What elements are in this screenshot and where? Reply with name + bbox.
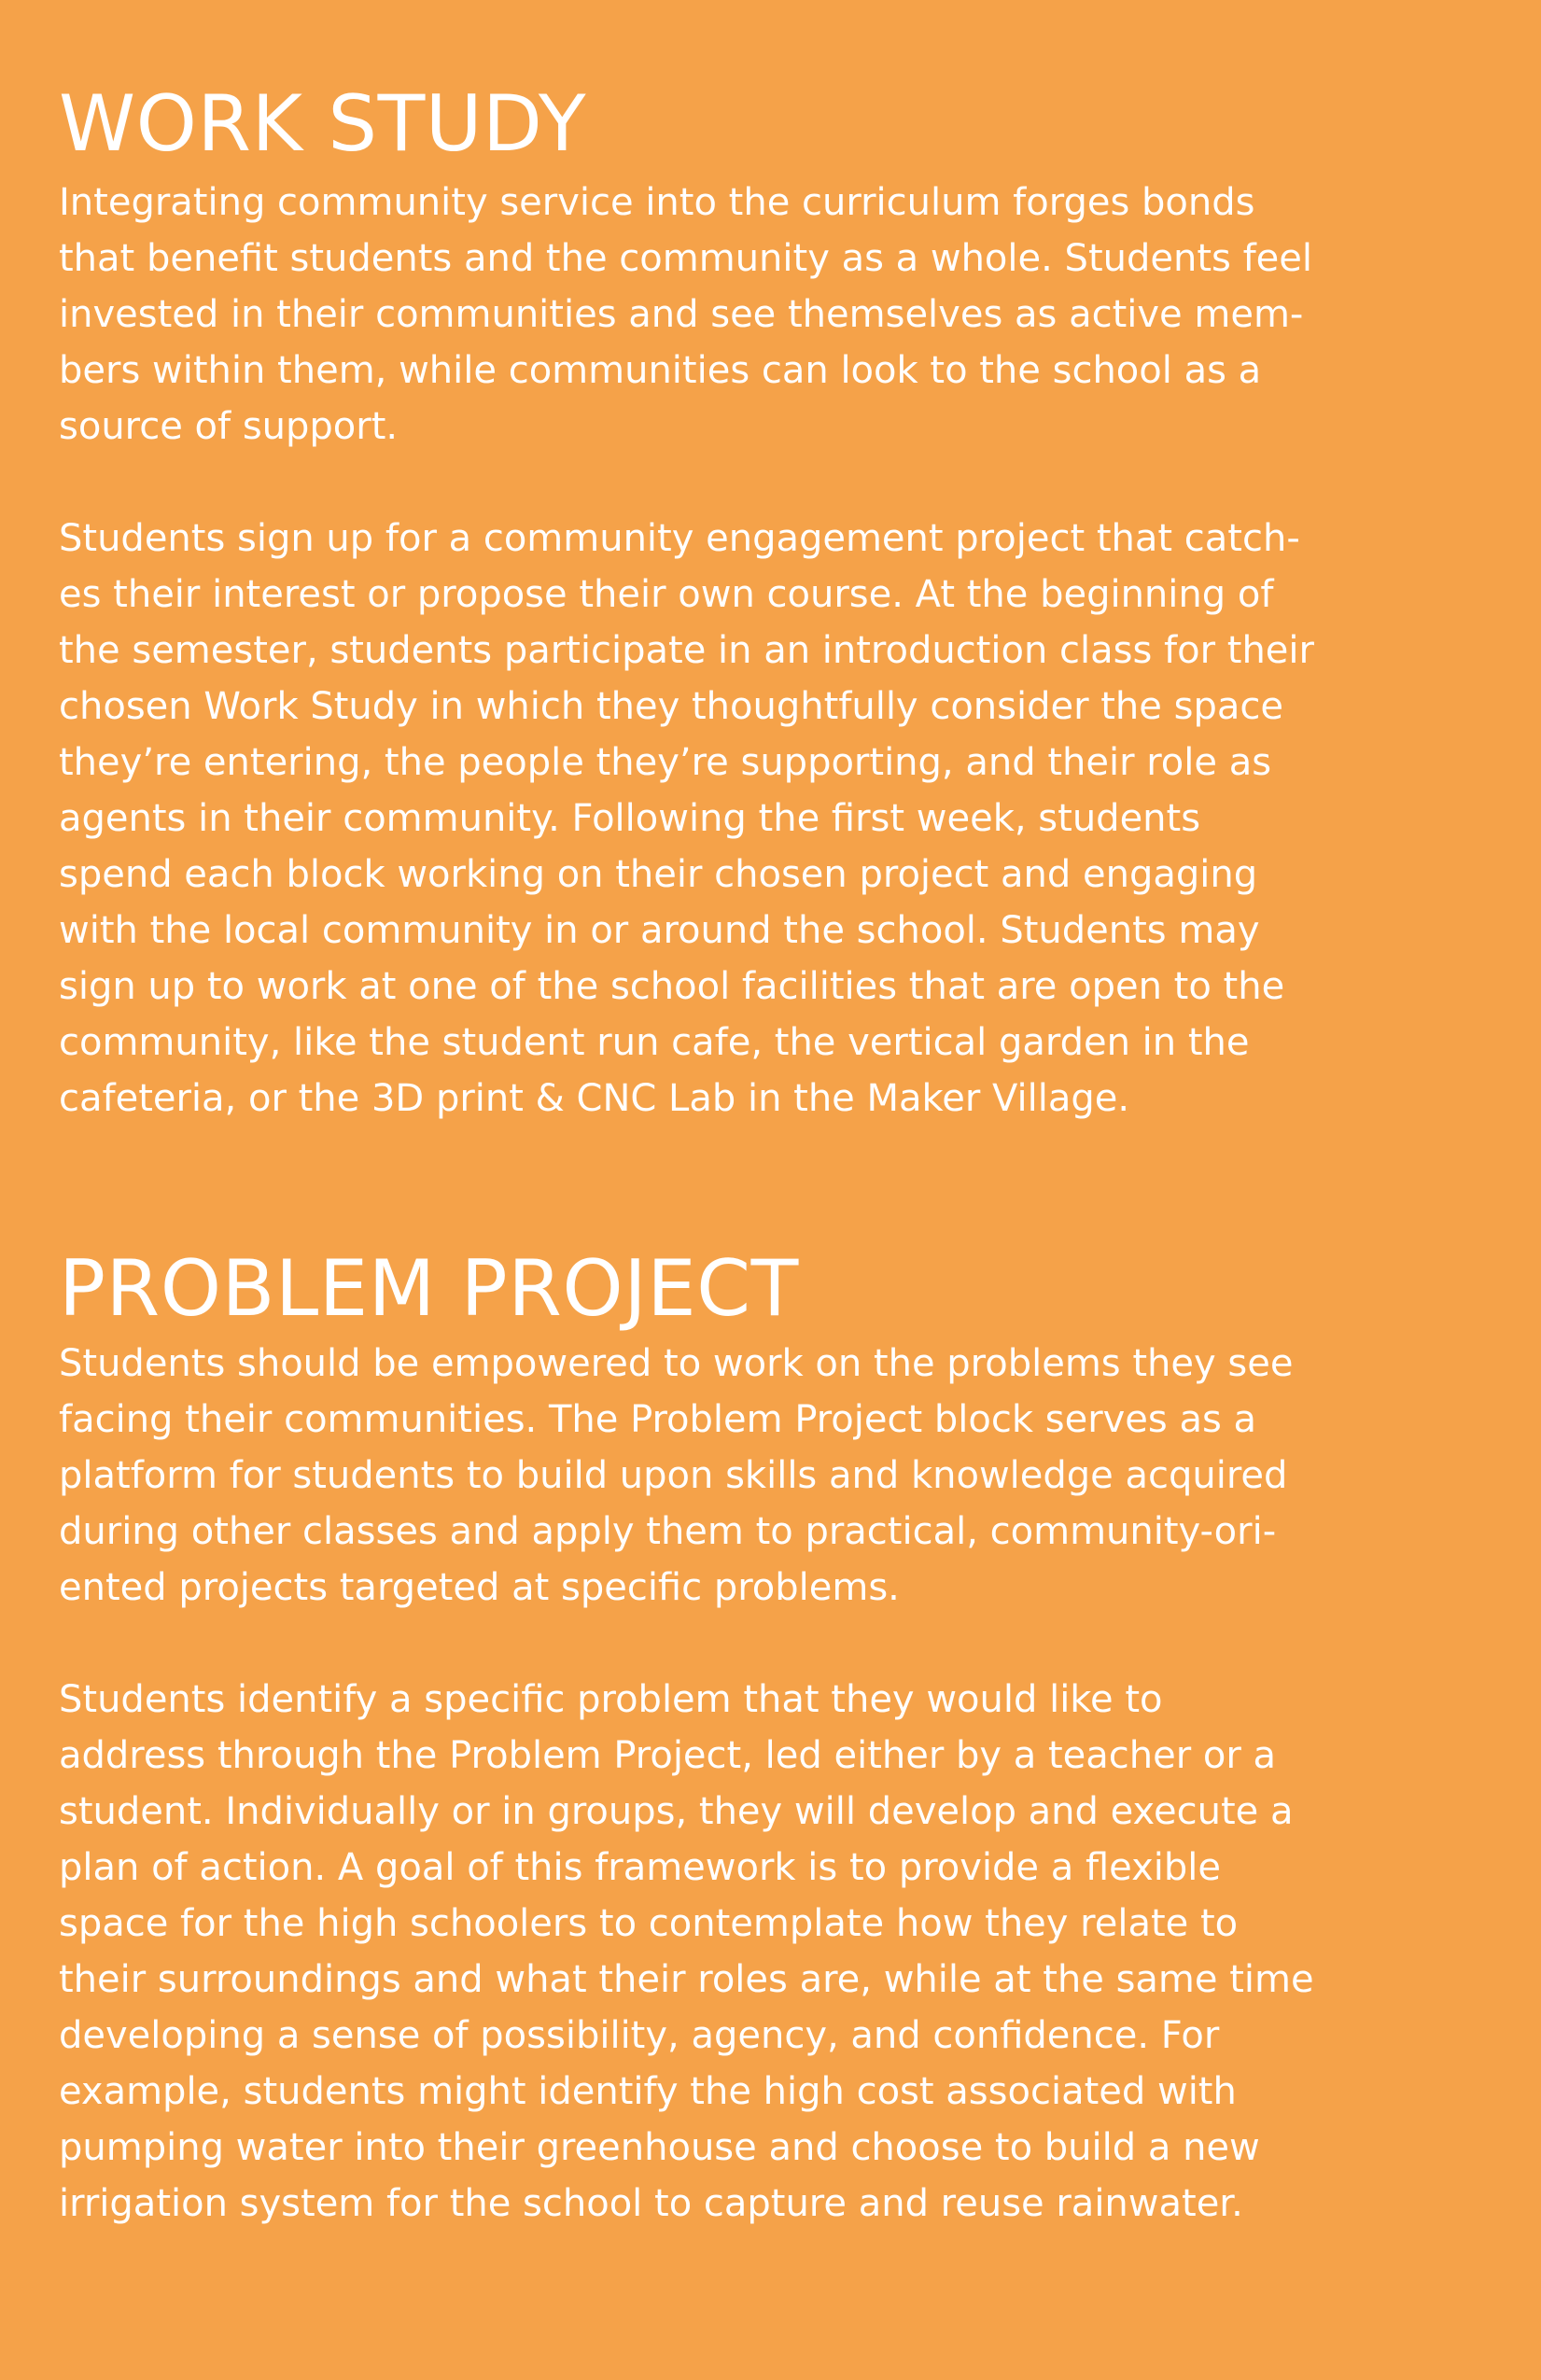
text-line: student. Individually or in groups, they will develop and execute a [59, 1790, 1294, 1833]
text-line: invested in their communities and see themselves as active mem- [59, 293, 1304, 336]
text-line: Students should be empowered to work on the problems they see [59, 1342, 1294, 1385]
problem-project-section [59, 1244, 1487, 2232]
text-line: source of support. [59, 405, 399, 448]
text-line: Students identify a specific problem that they would like to [59, 1678, 1163, 1721]
text-line: es their interest or propose their own course. At the beginning of [59, 573, 1274, 616]
text-line: during other classes and apply them to practical, community-ori- [59, 1510, 1277, 1553]
text-line: the semester, students participate in an introduction class for their [59, 629, 1314, 672]
text-line: developing a sense of possibility, agency, and confidence. For [59, 2014, 1220, 2057]
text-line: platform for students to build upon skills and knowledge acquired [59, 1454, 1288, 1497]
text-line: agents in their community. Following the first week, students [59, 797, 1201, 840]
text-line: community, like the student run cafe, the vertical garden in the [59, 1021, 1250, 1064]
text-line: chosen Work Study in which they thoughtfully consider the space [59, 685, 1283, 728]
text-line: facing their communities. The Problem Project block serves as a [59, 1398, 1257, 1441]
section-title: WORK STUDY [59, 78, 587, 169]
text-line: address through the Problem Project, led either by a teacher or a [59, 1734, 1277, 1777]
problem-project-paragraph-2 [59, 1672, 1487, 2232]
text-line: sign up to work at one of the school facilities that are open to the [59, 965, 1285, 1008]
work-study-section [59, 79, 1487, 1127]
text-line: cafeteria, or the 3D print & CNC Lab in the Maker Village. [59, 1077, 1130, 1120]
work-study-paragraph-2 [59, 511, 1487, 1127]
text-line: example, students might identify the high cost associated with [59, 2070, 1237, 2113]
text-line: they’re entering, the people they’re supporting, and their role as [59, 741, 1272, 784]
text-line: Integrating community service into the curriculum forges bonds [59, 181, 1255, 224]
text-line: space for the high schoolers to contemplate how they relate to [59, 1902, 1239, 1945]
text-line: ented projects targeted at specific problems. [59, 1566, 900, 1609]
problem-project-paragraph-1 [59, 1336, 1487, 1616]
text-line: their surroundings and what their roles are, while at the same time [59, 1958, 1314, 2001]
text-line: with the local community in or around the school. Students may [59, 909, 1260, 952]
text-line: plan of action. A goal of this framework is to provide a flexible [59, 1846, 1221, 1889]
text-line: irrigation system for the school to capture and reuse rainwater. [59, 2182, 1243, 2225]
text-line: that benefit students and the community as a whole. Students feel [59, 237, 1312, 280]
text-line: Students sign up for a community engagement project that catch- [59, 517, 1300, 560]
work-study-paragraph-1 [59, 175, 1487, 455]
text-line: bers within them, while communities can look to the school as a [59, 349, 1262, 392]
text-line: spend each block working on their chosen project and engaging [59, 853, 1258, 896]
text-line: pumping water into their greenhouse and choose to build a new [59, 2126, 1260, 2169]
section-title: PROBLEM PROJECT [59, 1243, 799, 1334]
